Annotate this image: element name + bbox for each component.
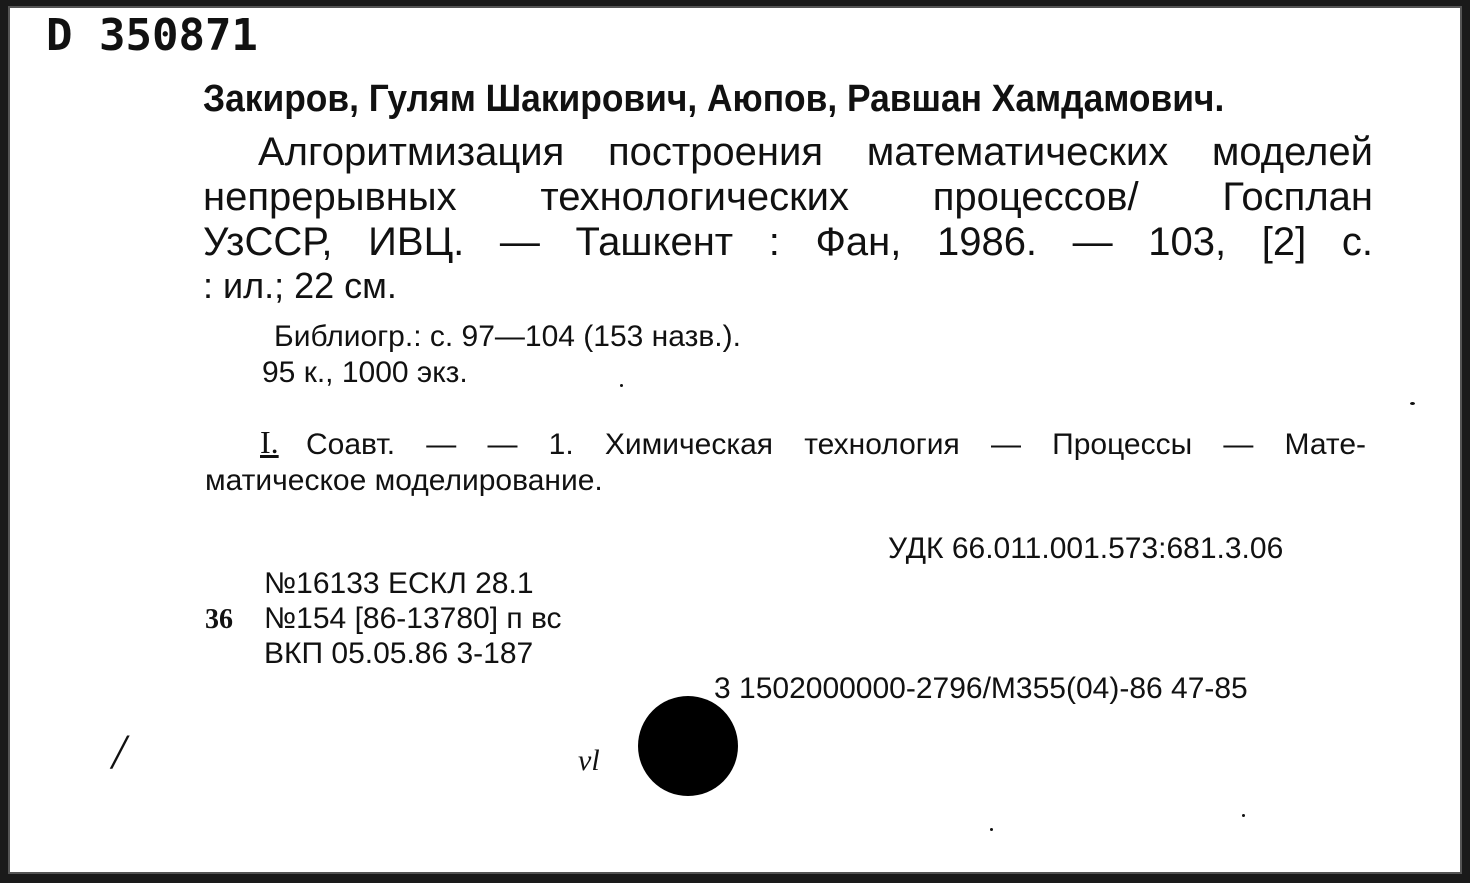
title-line-1: Алгоритмизация построения математических моделей <box>258 130 1373 174</box>
physical-description: : ил.; 22 см. <box>203 265 397 306</box>
speck <box>1242 814 1245 817</box>
call-number: D 350871 <box>46 10 258 61</box>
handwritten-slash: / <box>112 723 126 779</box>
registry-line-3: ВКП 05.05.86 3-187 <box>264 637 534 670</box>
note-price-copies: 95 к., 1000 экз. <box>262 356 468 389</box>
title-line-2: непрерывных технологических процессов/ Госплан <box>203 175 1373 219</box>
speck <box>1410 402 1415 405</box>
subjects-line-1: Соавт. — — 1. Химическая технология — Процессы — Мате- <box>306 428 1366 461</box>
speck <box>990 828 993 831</box>
handwritten-initials: vl <box>578 744 600 777</box>
punch-hole <box>638 696 738 796</box>
subjects-mark: I. <box>260 424 279 460</box>
udc-code: УДК 66.011.001.573:681.3.06 <box>888 532 1284 565</box>
note-bibliography: Библиогр.: с. 97—104 (153 назв.). <box>274 320 741 353</box>
subjects-line-2: матическое моделирование. <box>205 464 603 497</box>
registry-line-2: №154 [86-13780] п вс <box>264 602 562 635</box>
speck <box>1460 238 1462 241</box>
speck <box>620 384 623 387</box>
authors-heading: Закиров, Гулям Шакирович, Аюпов, Равшан Хамдамович. <box>203 78 1225 120</box>
registry-prefix: 36 <box>205 604 233 635</box>
registry-line-1: №16133 ЕСКЛ 28.1 <box>264 567 534 600</box>
catalog-card <box>8 6 1462 874</box>
bbk-code: 3 1502000000-2796/М355(04)-86 47-85 <box>714 672 1248 705</box>
title-line-3: УзССР, ИВЦ. — Ташкент : Фан, 1986. — 103, [2] с. <box>203 220 1373 264</box>
